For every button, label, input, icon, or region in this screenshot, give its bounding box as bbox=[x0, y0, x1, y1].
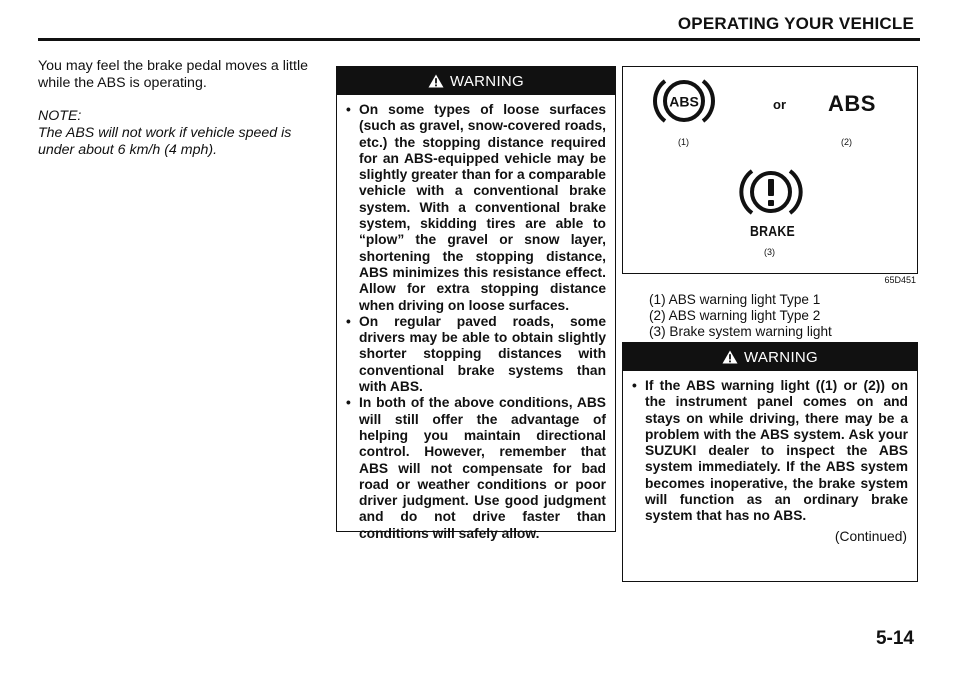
abs-icon-text: ABS bbox=[669, 93, 699, 110]
intro-paragraph: You may feel the brake pedal moves a little while the ABS is operating. bbox=[38, 58, 308, 91]
warning-header-2 bbox=[623, 343, 917, 371]
brake-warning-light-icon bbox=[738, 165, 804, 224]
note-text: The ABS will not work if vehicle speed is under about 6 km/h (4 mph). bbox=[38, 125, 292, 158]
note bbox=[38, 108, 318, 159]
note-label: NOTE: bbox=[38, 108, 82, 124]
warning-list-2 bbox=[623, 371, 917, 525]
warning-item: • On some types of loose surfaces (such as gravel, snow-covered roads, etc.) the stopping distance required for an ABS-equipped vehicle may be slightly greater than for a comparable vehicle with a conventional brake system. With a conventional brake system, skidding tires are able to “plow” the gravel or snow layer, shortening the stopping distance, ABS minimizes this resistance effect. Allow for extra stopping distance when driving on loose surfaces. bbox=[346, 102, 606, 314]
warning-item: • On regular paved roads, some drivers may be able to obtain slightly shorter stopping distances with conventional brake systems than with ABS. bbox=[346, 314, 606, 395]
warning-item: • If the ABS warning light ((1) or (2)) on the instrument panel comes on and stays on while driving, there may be a problem with the ABS system. Ask your SUZUKI dealer to inspect the ABS system immediately. If the ABS system becomes inoperative, the brake system will function as an ordinary brake system that has no ABS. bbox=[632, 378, 908, 525]
figure-label-3: (3) bbox=[764, 247, 775, 257]
caption-item: (2) ABS warning light Type 2 bbox=[649, 308, 821, 323]
or-label: or bbox=[773, 97, 786, 112]
caption-item: (1) ABS warning light Type 1 bbox=[649, 292, 821, 307]
header-rule bbox=[38, 38, 920, 41]
warning-title-2: WARNING bbox=[743, 348, 819, 366]
warning-triangle-icon bbox=[428, 74, 444, 88]
warning-box-1 bbox=[336, 66, 616, 541]
figure-label-1: (1) bbox=[678, 137, 689, 147]
warning-lights-figure bbox=[622, 66, 918, 274]
figure-code: 65D451 bbox=[884, 275, 916, 285]
continued-label: (Continued) bbox=[834, 528, 907, 544]
abs-warning-light-icon bbox=[651, 75, 717, 132]
warning-title-1: WARNING bbox=[449, 72, 525, 90]
figure-label-2: (2) bbox=[841, 137, 852, 147]
intro-column bbox=[38, 58, 318, 175]
page-header-title: OPERATING YOUR VEHICLE bbox=[677, 14, 914, 33]
warning-item: • In both of the above conditions, ABS will still offer the advantage of helping you maintain directional control. However, remember that ABS will not compensate for bad road or weather conditions or poor driver judgment. Use good judgment and do not drive faster than conditions will safely allow. bbox=[346, 395, 606, 542]
warning-list-1 bbox=[337, 95, 615, 542]
warning-box-2 bbox=[622, 342, 918, 582]
brake-icon-text: BRAKE bbox=[750, 223, 795, 240]
figure-captions bbox=[649, 292, 919, 340]
page-number: 5-14 bbox=[875, 628, 914, 649]
caption-item: (3) Brake system warning light bbox=[649, 324, 832, 339]
warning-triangle-icon bbox=[722, 350, 738, 364]
abs-type2-icon: ABS bbox=[828, 91, 876, 116]
warning-header-1 bbox=[337, 67, 615, 95]
